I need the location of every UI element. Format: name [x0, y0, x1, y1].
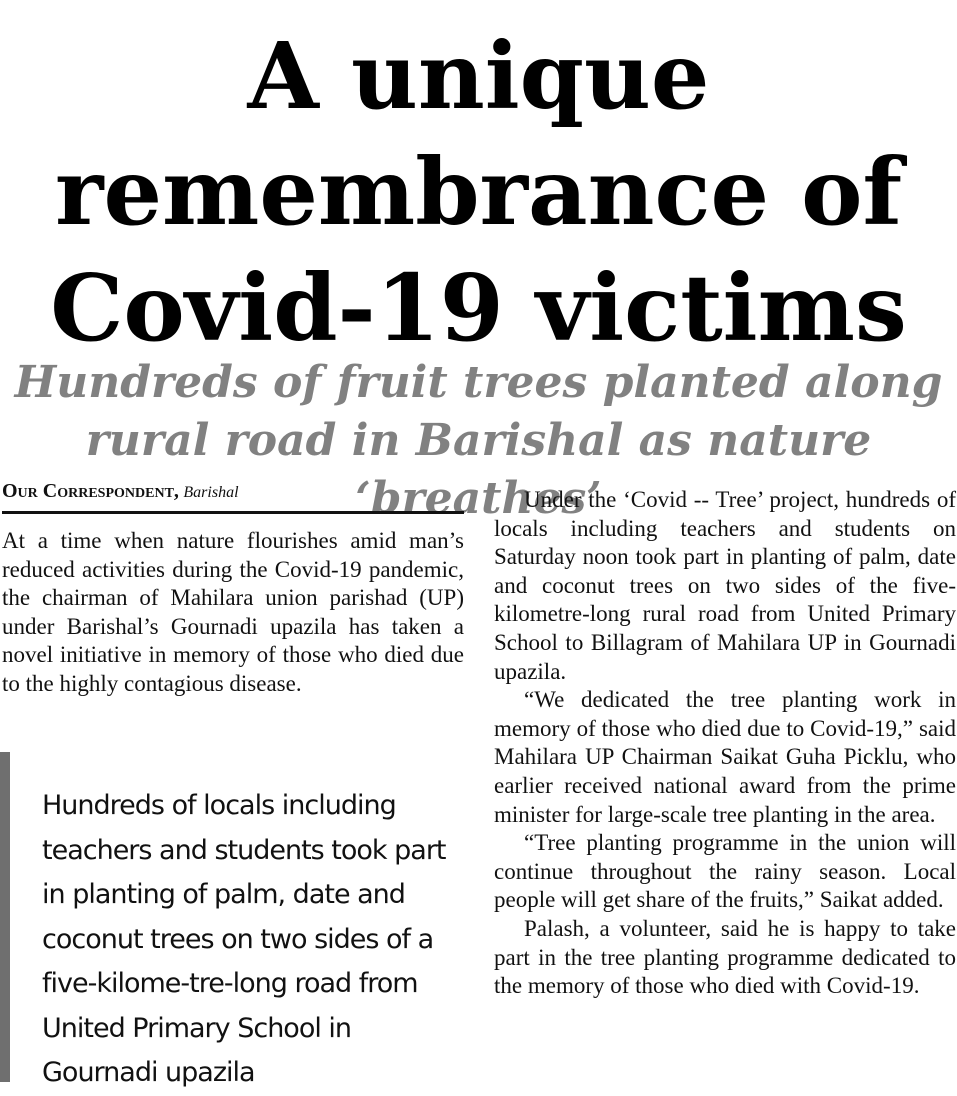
- body-paragraph: “Tree planting programme in the union will continue throughout the rainy season. Local people will get share of the fruits,” Saikat added.: [494, 830, 956, 913]
- headline: A unique remembrance of Covid-19 victims: [50, 22, 907, 362]
- pull-quote-bar: [0, 752, 10, 1082]
- sub-headline: Hundreds of fruit trees planted along rural road in Barishal as nature ‘breathes’: [14, 357, 943, 524]
- intro-paragraph: At a time when nature flourishes amid man’s reduced activities during the Covid-19 pandemic, the chairman of Mahilara union parishad (UP) under Barishal’s Gournadi upazila has taken a novel initiative in memory of those who died due to the highly contagious disease.: [2, 528, 464, 696]
- body-paragraph: Under the ‘Covid -- Tree’ project, hundreds of locals including teachers and students on Saturday noon took part in planting of palm, date and coconut trees on two sides of the five-kilometre-long rural road from United Primary School to Billagram of Mahilara UP in Gournadi upazila.: [494, 487, 956, 684]
- body-paragraph: “We dedicated the tree planting work in memory of those who died due to Covid-19,” said Mahilara UP Chairman Saikat Guha Picklu, who earlier received national award from the prime minister for large-scale tree planting in the area.: [494, 687, 956, 827]
- pull-quote-text: Hundreds of locals including teachers and students took part in planting of palm, date and coconut trees on two sides of a five-kilome-tre-long road from United Primary School in Gournadi upazila: [42, 790, 446, 1088]
- byline: [2, 480, 464, 514]
- pull-quote: [0, 752, 464, 1088]
- byline-location: Barishal: [183, 484, 239, 501]
- body-paragraph: Palash, a volunteer, said he is happy to take part in the tree planting programme dedicated to the memory of those who died with Covid-19.: [494, 915, 956, 999]
- intro-column: [2, 527, 464, 699]
- body-column: [494, 486, 956, 1001]
- byline-author: Our Correspondent,: [2, 480, 179, 502]
